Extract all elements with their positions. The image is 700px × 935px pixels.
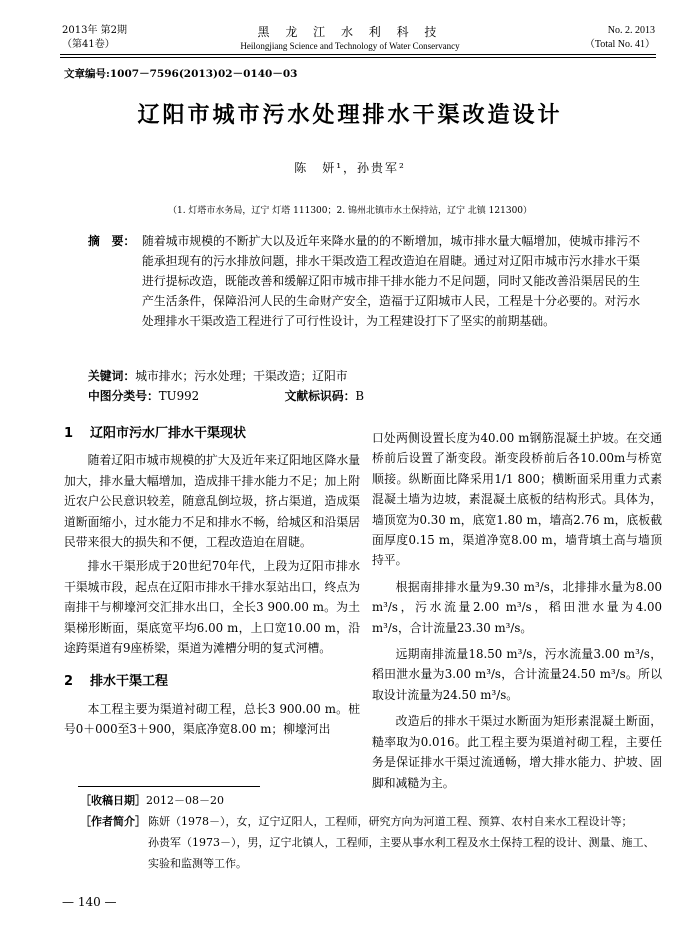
section-2-paragraph-1-cont: 口处两侧设置长度为40.00 m钢筋混凝土护坡。在交通桥前后设置了渐变段。渐变段桥前后各10.00m与桥宽顺接。纵断面比降采用1/1 800；横断面采用重力式素混凝土墙为边坡，素混凝土底板的结构形式。具体为，墙顶宽为0.30 m，底宽1.80 m，墙高2.76 m，底板截面厚度0.15 m，渠道净宽8.00 m，墙背填土高与墙顶持平。: [372, 431, 662, 568]
doc-code-label: 文献标识码：: [284, 389, 356, 403]
doc-code: B: [355, 389, 365, 403]
header-rule-thin: [60, 57, 656, 58]
issue-info: [62, 24, 127, 52]
section-1-paragraph-2: 排水干渠形成于20世纪70年代，上段为辽阳市排水干渠城市段，起点在辽阳市排水干排水泵站出口，终点为南排干与柳壕河交汇排水出口，全长3 900.00 m。为土渠梯形断面，渠底宽平均6.00 m，上口宽10.00 m，沿途跨渠道有9座桥梁，渠道为滩槽分明的复式河槽。: [64, 559, 360, 656]
received-value: 2012－08－20: [146, 794, 224, 807]
keywords: [88, 366, 640, 386]
keywords-text: 城市排水；污水处理；干渠改造；辽阳市: [135, 369, 348, 383]
classification: [88, 386, 640, 406]
section-2-paragraph-1-start: 本工程主要为渠道衬砌工程，总长3 900.00 m。桩号0＋000至3＋900，渠底净宽8.00 m；柳壕河出: [64, 701, 360, 737]
affiliation: （1. 灯塔市水务局，辽宁 灯塔 111300；2. 锦州北镇市水土保持站，辽宁 北镇 121300）: [167, 206, 533, 216]
footnote-rule: [78, 786, 260, 787]
abstract: [88, 231, 640, 331]
journal-name-en: Heilongjiang Science and Technology of Water Conservancy: [240, 41, 460, 51]
section-2-paragraph-2: 根据南排排水量为9.30 m³/s，北排排水量为8.00 m³/s，污水流量2.00 m³/s，稻田泄水量为4.00 m³/s，合计流量23.30 m³/s。: [372, 579, 662, 635]
section-2-paragraph-4: 改造后的排水干渠过水断面为矩形素混凝土断面，糙率取为0.016。此工程主要为渠道衬砌工程，主要任务是保证排水干渠过流通畅，增大排水能力、护坡、固脚和减糙为主。: [372, 714, 662, 790]
section-1-paragraph-1: 随着辽阳市城市规模的扩大及近年来辽阳地区降水量加大，排水量大幅增加，造成排干排水能力不足；加上附近农户公民意识较差，随意乱倒垃圾，挤占渠道，造成渠道断面缩小，过水能力不足和排水不畅，给城区和沿渠居民带来很大的损失和不便，工程改造迫在眉睫。: [64, 453, 360, 550]
received-label: ［收稿日期］: [80, 794, 146, 807]
section-2-heading: [64, 672, 360, 692]
bio-label: ［作者简介］: [80, 815, 146, 828]
section-2-paragraph-3: 远期南排流量18.50 m³/s，污水流量3.00 m³/s，稻田泄水量为3.00 m³/s，合计流量24.50 m³/s。所以取设计流量为24.50 m³/s。: [372, 647, 662, 702]
footnote: [80, 790, 664, 874]
author-bio: [80, 811, 664, 874]
section-1-number: 1: [64, 426, 74, 441]
journal-name-cn: 黑 龙 江 水 利 科 技: [257, 25, 443, 39]
keywords-label: 关键词：: [88, 369, 136, 383]
issue-total: （Total No. 41）: [584, 39, 655, 50]
clc-label: 中图分类号：: [88, 389, 159, 403]
clc-code: TU992: [158, 389, 200, 403]
abstract-label: 摘 要：: [88, 234, 136, 248]
author-bio-1: 陈妍（1978－），女，辽宁辽阳人，工程师，研究方向为河道工程、预算、农村自来水工程设计等；: [148, 815, 633, 828]
received-date: [80, 790, 664, 811]
issue-no: No. 2. 2013: [607, 25, 655, 36]
section-2-number: 2: [64, 674, 74, 690]
page-number: — 140 —: [62, 895, 117, 909]
section-2-title: 排水干渠工程: [90, 674, 169, 690]
right-column: [372, 428, 662, 793]
article-number: 文章编号:1007－7596(2013)02－0140－03: [64, 68, 298, 80]
section-1-heading: [64, 424, 360, 444]
year-issue: 2013年 第2期: [62, 25, 127, 36]
header-rule: [60, 54, 656, 55]
section-1-title: 辽阳市污水厂排水干渠现状: [90, 426, 247, 441]
volume: （第41卷）: [62, 39, 115, 50]
journal-name: [180, 24, 520, 52]
author-bio-2: 孙贵军（1973－），男，辽宁北镇人，工程师，主要从事水利工程及水土保持工程的设计、测量、施工、实验和监测等工作。: [148, 836, 655, 870]
issue-number: [520, 24, 655, 52]
paper-title: 辽阳市城市污水处理排水干渠改造设计: [137, 103, 563, 128]
author-list: 陈 妍¹，孙贵军²: [294, 161, 406, 175]
left-column: [64, 424, 360, 740]
abstract-text: 随着城市规模的不断扩大以及近年来降水量的的不断增加，城市排水量大幅增加，使城市排污不能承担现有的污水排放问题，排水干渠改造工程改造迫在眉睫。通过对辽阳市城市污水排水干渠进行提标改造，既能改善和缓解辽阳市城市排干排水能力不足问题，同时又能改善沿渠居民的生产生活条件，保障沿河人民的生命财产安全，造福于辽阳城市人民，工程是十分必要的。对污水处理排水干渠改造工程进行了可行性设计，为工程建设打下了坚实的前期基础。: [142, 234, 640, 328]
